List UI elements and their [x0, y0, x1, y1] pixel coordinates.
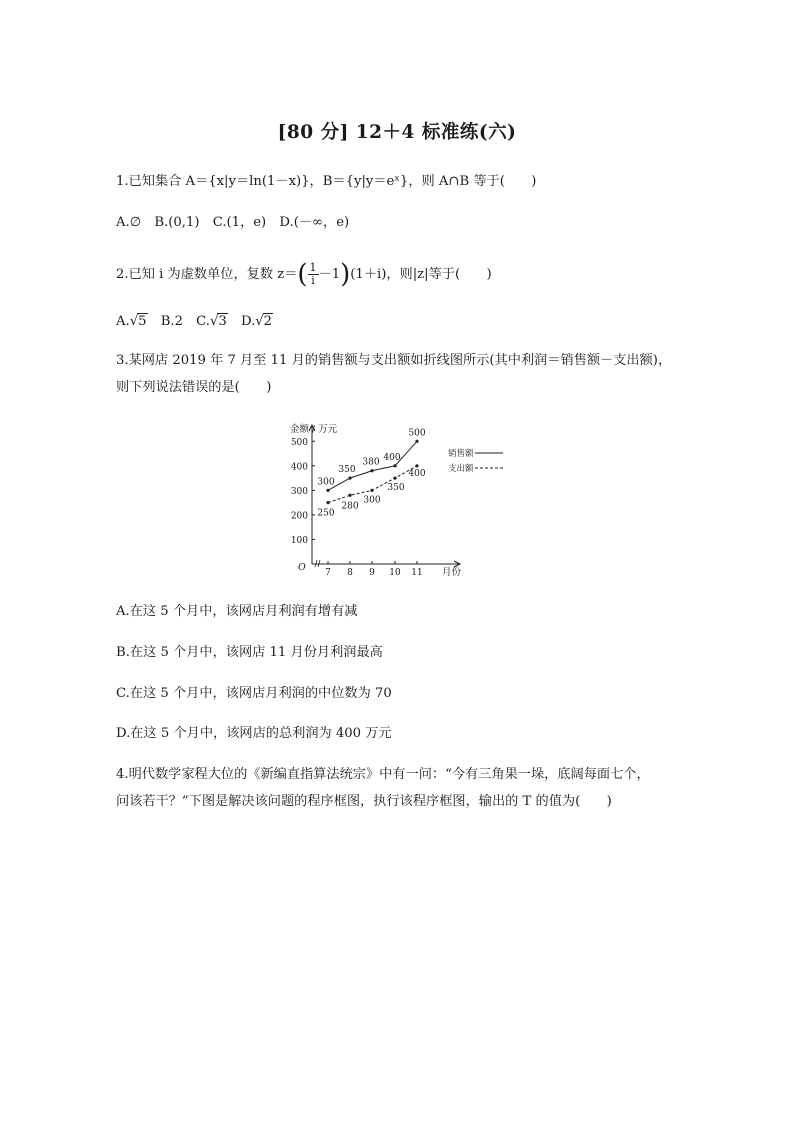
data-label: 400	[408, 468, 426, 479]
data-label: 300	[363, 495, 381, 506]
fraction-numerator: 1	[309, 261, 317, 274]
question-2-mid: －1	[318, 267, 341, 282]
radicand-a: 5	[138, 314, 147, 329]
question-3-option-b: B.在这 5 个月中，该网店 11 月份月利润最高	[116, 645, 383, 660]
data-label: 380	[362, 457, 380, 468]
legend-label: 支出额	[448, 464, 474, 474]
data-point	[370, 469, 373, 472]
sqrt-2: √2	[255, 314, 273, 329]
data-label: 400	[383, 452, 401, 463]
data-point	[348, 476, 351, 479]
question-2-options	[116, 313, 273, 331]
x-tick-label: 7	[325, 568, 331, 578]
data-label: 280	[341, 501, 359, 512]
data-point	[415, 440, 418, 443]
question-4-stem-line2: 问该若干？”下图是解决该问题的程序框图，执行该程序框图，输出的 T 的值为( )	[116, 794, 612, 809]
x-tick-label: 9	[369, 568, 375, 578]
question-2-prefix: 2.已知 i 为虚数单位，复数 z＝	[116, 267, 298, 282]
question-3-stem-line1: 3.某网店 2019 年 7 月至 11 月的销售额与支出额如折线图所示(其中利润＝销售额－支出额)，	[116, 353, 672, 368]
y-axis-title: 金额 / 万元	[290, 424, 338, 435]
legend-label: 销售额	[448, 449, 474, 459]
y-tick-label: 500	[290, 437, 308, 448]
question-3-option-a: A.在这 5 个月中，该网店月利润有增有减	[116, 604, 358, 619]
sqrt-3: √3	[209, 314, 227, 329]
question-3-option-d: D.在这 5 个月中，该网店的总利润为 400 万元	[116, 726, 392, 741]
data-label: 300	[317, 477, 335, 488]
x-tick-label: 10	[389, 568, 401, 578]
y-tick-label: 100	[290, 535, 308, 546]
fraction-denominator: i	[311, 274, 315, 287]
question-3-option-c: C.在这 5 个月中，该网店月利润的中位数为 70	[116, 686, 392, 701]
question-4-stem-line1: 4.明代数学家程大位的《新编直指算法统宗》中有一问：“今有三角果一垛，底阔每面七个，	[116, 767, 650, 782]
option-b-label: B.2 C.	[147, 314, 210, 329]
sqrt-5: √5	[129, 314, 147, 329]
data-point	[348, 494, 351, 497]
option-d-label: D.	[227, 314, 256, 329]
y-tick-label: 400	[290, 462, 308, 473]
radicand-d: 2	[263, 314, 273, 329]
origin-label: O	[298, 562, 306, 573]
data-point	[370, 489, 373, 492]
data-point	[326, 501, 329, 504]
x-axis-title: 月份	[442, 567, 462, 578]
option-a-label: A.	[116, 314, 130, 329]
x-tick-label: 11	[411, 568, 423, 578]
question-1-stem: 1.已知集合 A＝{x|y＝ln(1－x)}，B＝{y|y＝eˣ}，则 A∩B 等于( )	[116, 174, 537, 189]
question-1-options: A.∅ B.(0,1) C.(1，e) D.(－∞，e)	[116, 215, 350, 230]
data-label: 500	[408, 428, 426, 439]
data-label: 250	[317, 508, 335, 519]
page-title: [80 分] 12＋4 标准练(六)	[277, 122, 517, 143]
question-2-suffix: (1＋i)，则|z|等于( )	[350, 267, 492, 282]
data-point	[326, 489, 329, 492]
line-chart	[270, 415, 520, 585]
left-paren: (	[297, 259, 308, 290]
y-tick-label: 200	[290, 511, 308, 522]
question-2-stem	[116, 259, 492, 290]
data-label: 350	[338, 465, 356, 476]
y-tick-label: 300	[290, 486, 308, 497]
data-label: 350	[387, 483, 405, 494]
data-point	[415, 464, 418, 467]
data-point	[393, 476, 396, 479]
right-paren: )	[340, 259, 351, 290]
data-point	[393, 464, 396, 467]
fraction	[308, 262, 319, 287]
question-3-stem-line2: 则下列说法错误的是( )	[116, 380, 272, 395]
x-tick-label: 8	[347, 568, 353, 578]
radicand-c: 3	[218, 314, 227, 329]
